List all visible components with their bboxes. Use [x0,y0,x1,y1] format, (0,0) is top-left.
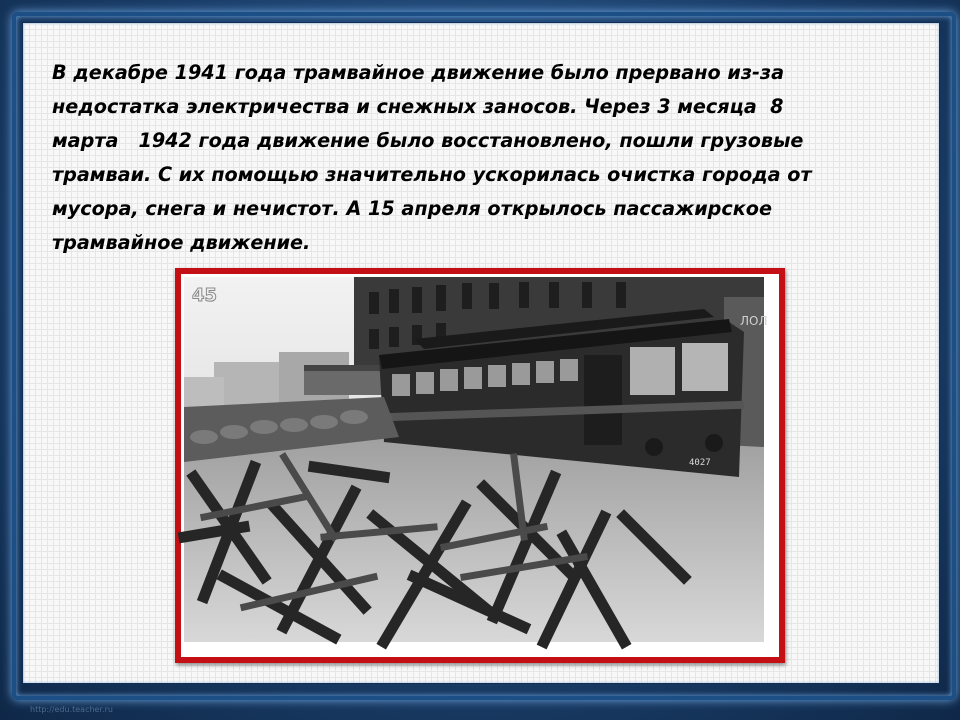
source-url: http://edu.teacher.ru [30,705,113,714]
paragraph-line: трамваи. С их помощью значительно ускорилась очистка города от [52,163,812,186]
photo-frame [175,268,785,663]
paragraph-line: недостатка электричества и снежных заносов. Через 3 месяца 8 [52,95,784,118]
slide-paragraph [52,56,892,260]
paragraph-line: трамвайное движение. [52,231,311,254]
historical-photo [184,277,768,642]
paragraph-line: мусора, снега и нечистот. А 15 апреля открылось пассажирское [52,197,772,220]
paragraph-line: марта 1942 года движение было восстановлено, пошли грузовые [52,129,804,152]
tram-number: 4027 [689,458,711,468]
paragraph-line: В декабре 1941 года трамвайное движение было прервано из-за [52,61,785,84]
photo-corner-number: 45 [192,285,218,306]
shop-sign: ЛОЛ [740,314,768,328]
tram-barricade-photo [184,277,768,642]
